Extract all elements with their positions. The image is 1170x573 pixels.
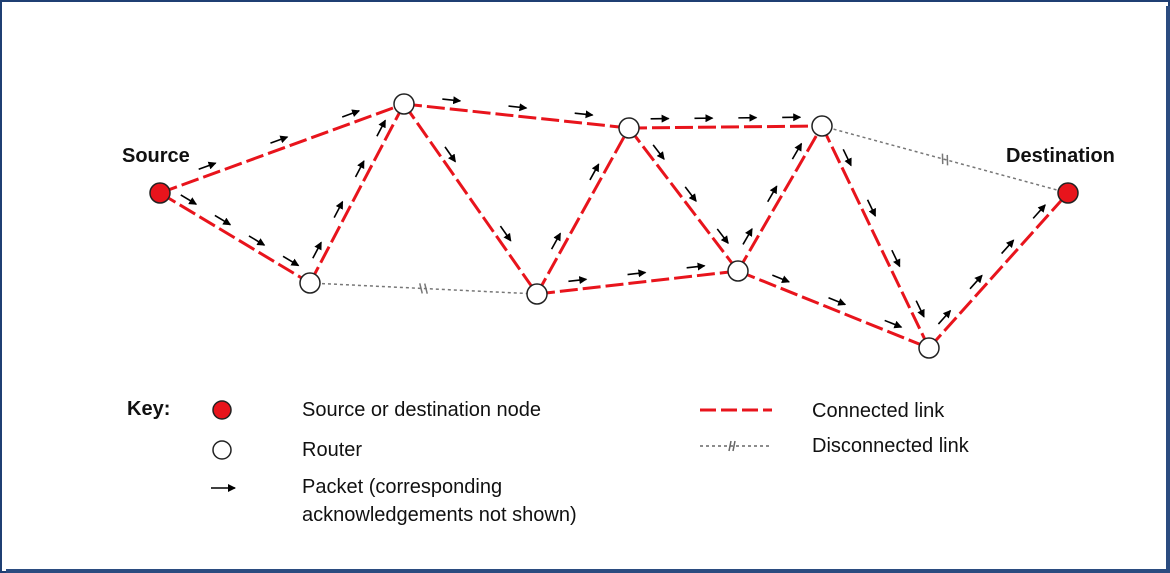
packet-arrow bbox=[892, 250, 900, 266]
link-r7-d bbox=[929, 193, 1068, 348]
packet-arrow bbox=[199, 163, 216, 169]
link-r3-r5 bbox=[537, 271, 738, 294]
packet-arrow bbox=[442, 99, 460, 101]
packet-arrow bbox=[445, 147, 455, 162]
packet-arrow bbox=[283, 256, 298, 265]
packet-arrow bbox=[868, 200, 876, 216]
packet-arrow bbox=[938, 311, 950, 324]
packet-arrow bbox=[509, 106, 527, 108]
source-label: Source bbox=[122, 145, 190, 167]
packet-arrow bbox=[249, 236, 264, 245]
router-node-r3 bbox=[527, 284, 547, 304]
link-r2-r1 bbox=[310, 104, 404, 283]
packet-arrow bbox=[181, 195, 196, 204]
legend-packet-label-line2: acknowledgements not shown) bbox=[302, 504, 577, 526]
source-node bbox=[150, 183, 170, 203]
legend-break-mark-a bbox=[729, 441, 731, 451]
packet-arrow bbox=[590, 164, 599, 180]
link-r4-r5 bbox=[629, 128, 738, 271]
destination-node bbox=[1058, 183, 1078, 203]
links-layer bbox=[160, 104, 1068, 348]
packet-arrow bbox=[768, 186, 777, 202]
packet-arrow bbox=[885, 320, 902, 327]
link-r3-r4 bbox=[537, 128, 629, 294]
packet-arrow bbox=[792, 144, 801, 160]
router-node-r7 bbox=[919, 338, 939, 358]
packet-arrow bbox=[916, 301, 924, 317]
packet-arrow bbox=[270, 137, 287, 143]
packet-arrow bbox=[334, 202, 342, 218]
legend-disconnected-link-label: Disconnected link bbox=[812, 435, 969, 457]
packet-arrow bbox=[1002, 240, 1014, 253]
packet-arrow bbox=[843, 149, 851, 165]
packet-arrow bbox=[342, 111, 359, 117]
legend-router-symbol bbox=[213, 441, 231, 459]
router-node-r6 bbox=[812, 116, 832, 136]
legend-endpoint-node-symbol bbox=[213, 401, 231, 419]
packet-arrow bbox=[743, 229, 752, 245]
link-r1-r3 bbox=[404, 104, 537, 294]
router-node-r1 bbox=[394, 94, 414, 114]
legend-break-mark-b bbox=[733, 441, 735, 451]
packet-arrow bbox=[970, 275, 982, 288]
packet-arrow bbox=[628, 273, 646, 275]
link-r2-r3 bbox=[310, 283, 537, 294]
router-node-r2 bbox=[300, 273, 320, 293]
packet-arrow bbox=[772, 275, 789, 282]
packet-arrow bbox=[717, 229, 728, 243]
packet-arrow bbox=[313, 242, 321, 258]
legend-title: Key: bbox=[127, 398, 171, 420]
legend-router-label: Router bbox=[302, 439, 363, 461]
packet-arrow bbox=[1033, 205, 1045, 218]
packet-arrow bbox=[687, 266, 705, 268]
destination-label: Destination bbox=[1006, 145, 1115, 167]
legend-connected-link-label: Connected link bbox=[812, 400, 945, 422]
link-s-r1 bbox=[160, 104, 404, 193]
link-s-r2 bbox=[160, 193, 310, 283]
packet-arrow bbox=[829, 298, 846, 305]
router-node-r5 bbox=[728, 261, 748, 281]
nodes-layer bbox=[150, 94, 1078, 358]
legend-endpoint-node-label: Source or destination node bbox=[302, 399, 542, 421]
packet-arrow bbox=[685, 187, 696, 201]
packet-arrow bbox=[552, 233, 561, 249]
packet-arrow bbox=[568, 279, 586, 281]
link-r6-r7 bbox=[822, 126, 929, 348]
packet-arrow bbox=[500, 226, 510, 241]
link-r4-r6 bbox=[629, 126, 822, 128]
link-r5-r6 bbox=[738, 126, 822, 271]
packet-arrow bbox=[215, 215, 230, 224]
legend-packet-label-line1: Packet (corresponding bbox=[302, 476, 503, 498]
link-r5-r7 bbox=[738, 271, 929, 348]
packet-arrow bbox=[653, 145, 664, 159]
packet-arrow bbox=[356, 161, 364, 177]
packet-arrow bbox=[377, 120, 385, 136]
packet-arrow bbox=[575, 113, 593, 115]
router-node-r4 bbox=[619, 118, 639, 138]
